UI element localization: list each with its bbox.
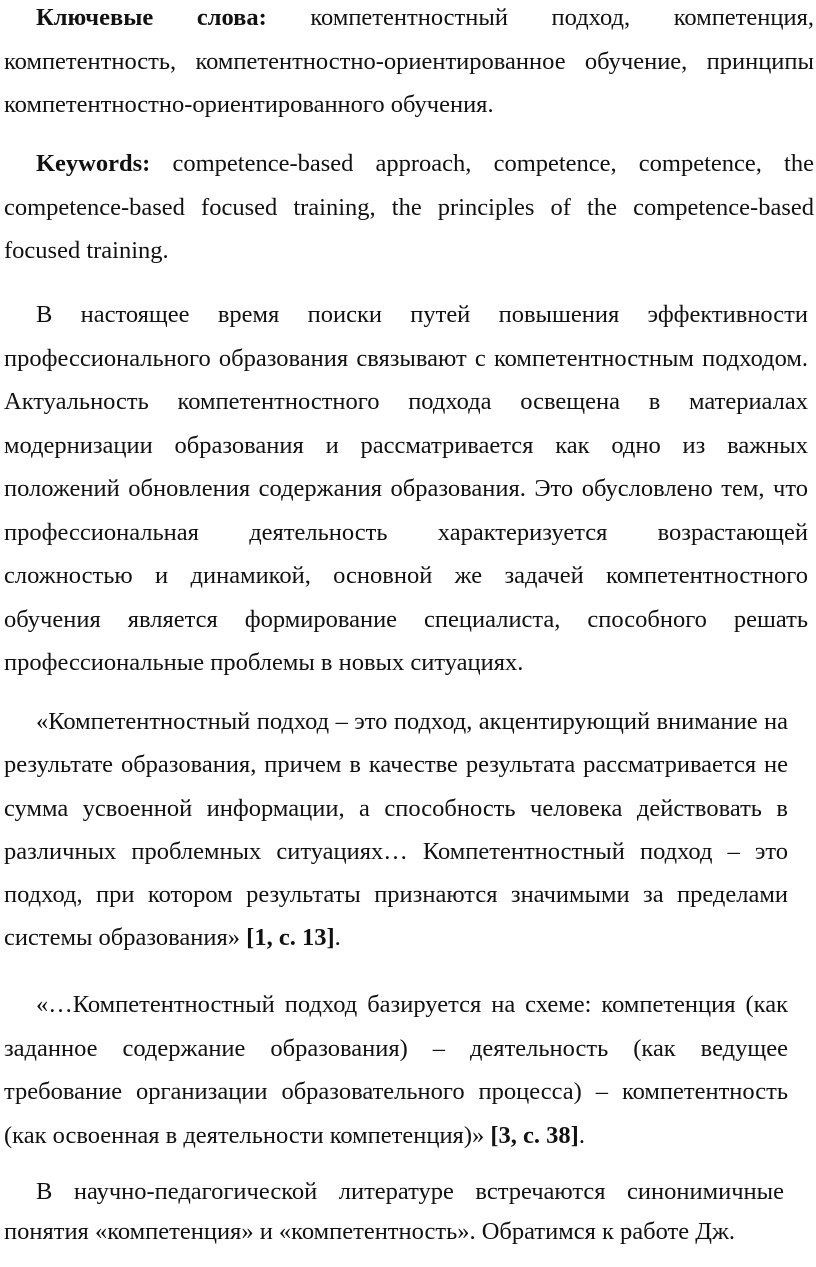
intro-text: В настоящее время поиски путей повышения эффективности профессионального образования связывают с компетентностным подходом. Актуальность компетентностного подхода освещена в материалах модернизации образования и рассматривается как одно из важных положений обновления содержания образования. Это обусловлено тем, что профессиональная деятельность характеризуется возрастающей сложностью и динамикой, основной же задачей компетентностного обучения является формирование специалиста, способного решать профессиональные проблемы в новых ситуациях. (4, 301, 808, 676)
quote-1-paragraph (4, 700, 788, 960)
keywords-en-text: competence-based approach, competence, competence, the competence-based focused training, the principles of the competence-based focused training. (4, 150, 814, 264)
quote-2-paragraph (4, 983, 788, 1157)
last-text: В научно-педагогической литературе встречаются синонимичные понятия «компетенция» и «компетентность». Обратимся к работе Дж. (4, 1178, 784, 1245)
keywords-en-label: Keywords: (36, 150, 151, 177)
quote-2-citation: [3, с. 38] (490, 1121, 579, 1149)
intro-paragraph (4, 293, 808, 685)
keywords-ru-label: Ключевые слова: (36, 4, 267, 31)
quote-2-text: «…Компетентностный подход базируется на схеме: компетенция (как заданное содержание образования) – деятельность (как ведущее требование организации образовательного процесса) – компетентность (как освоенная в деятельности компетенция)» (4, 991, 788, 1149)
quote-1-end: . (334, 924, 341, 952)
keywords-ru-text: компетентностный подход, компетенция, компетентность, компетентностно-ориентированное обучение, принципы компетентностно-ориентированного обучения. (4, 4, 814, 118)
keywords-ru-paragraph (4, 0, 814, 127)
quote-1-text: «Компетентностный подход – это подход, акцентирующий внимание на результате образования, причем в качестве результата рассматривается не сумма усвоенной информации, а способность человека действовать в различных проблемных ситуациях… Компетентностный подход – это подход, при котором результаты признаются значимыми за пределами системы образования» (4, 708, 788, 952)
quote-1-citation: [1, с. 13] (246, 924, 335, 952)
quote-2-end: . (578, 1121, 585, 1149)
keywords-en-paragraph (4, 142, 814, 273)
last-paragraph (4, 1172, 784, 1252)
